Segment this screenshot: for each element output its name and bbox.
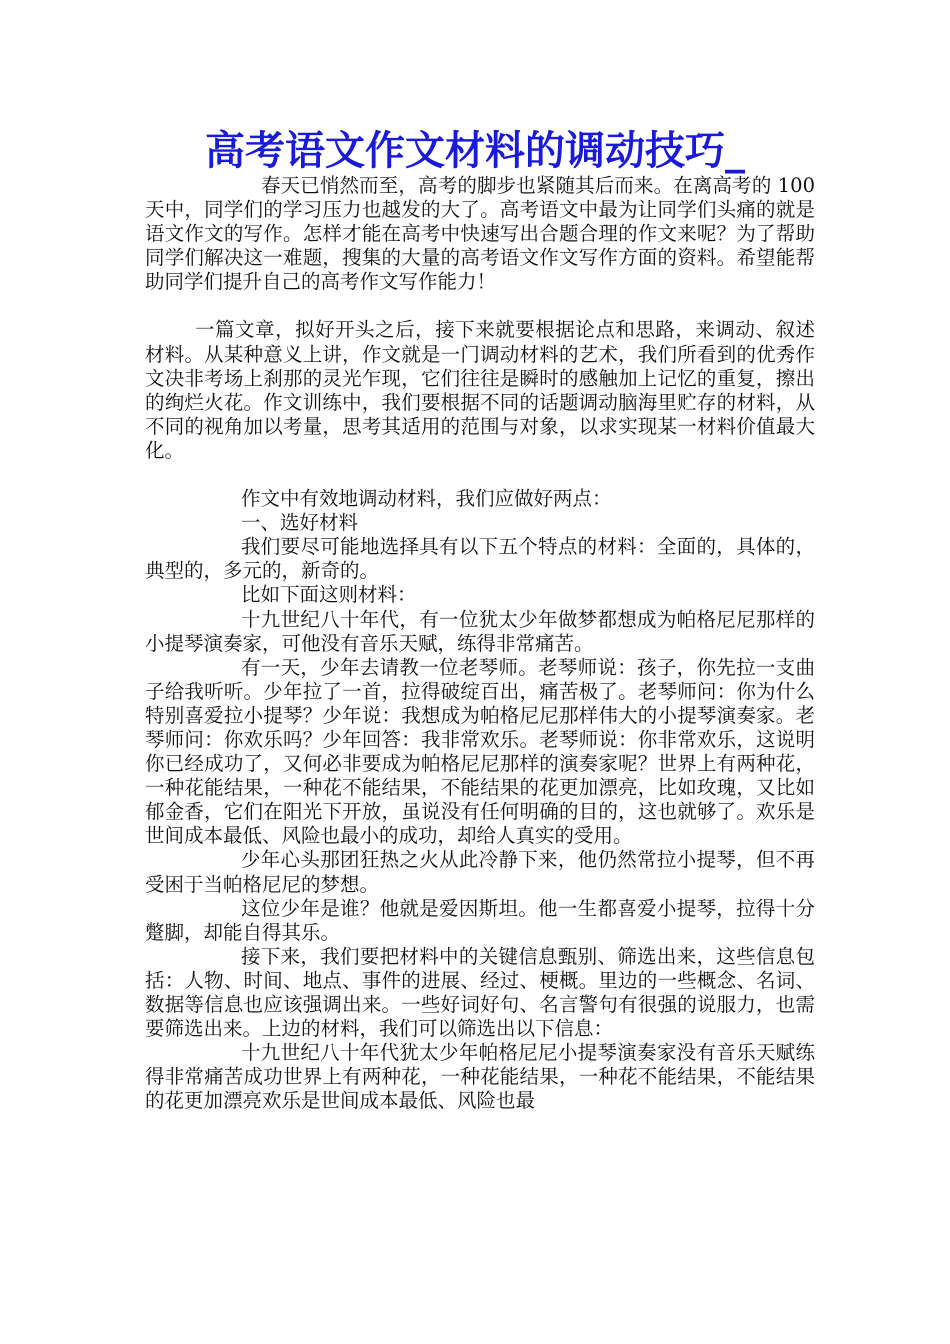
paragraph-story-1: 十九世纪八十年代，有一位犹太少年做梦都想成为帕格尼尼那样的小提琴演奏家，可他没有音乐天赋，练得非常痛苦。	[145, 607, 815, 655]
paragraph-story-3: 少年心头那团狂热之火从此冷静下来，他仍然常拉小提琴，但不再受困于当帕格尼尼的梦想。	[145, 848, 815, 896]
paragraph-filtered-info: 十九世纪八十年代犹太少年帕格尼尼小提琴演奏家没有音乐天赋练得非常痛苦成功世界上有两种花，一种花能结果，一种花不能结果，不能结果的花更加漂亮欢乐是世间成本最低、风险也最	[145, 1041, 815, 1113]
paragraph-story-2: 有一天，少年去请教一位老琴师。老琴师说：孩子，你先拉一支曲子给我听听。少年拉了一首，拉得破绽百出，痛苦极了。老琴师问：你为什么特别喜爱拉小提琴？少年说：我想成为帕格尼尼那样伟大的小提琴演奏家。老琴师问：你欢乐吗？少年回答：我非常欢乐。老琴师说：你非常欢乐，这说明你已经成功了，又何必非要成为帕格尼尼那样的演奏家呢？世界上有两种花，一种花能结果，一种花不能结果，不能结果的花更加漂亮，比如玫瑰，又比如郁金香，它们在阳光下开放，虽说没有任何明确的目的，这也就够了。欢乐是世间成本最低、风险也最小的成功，却给人真实的受用。	[145, 655, 815, 848]
paragraph-two-points: 作文中有效地调动材料，我们应做好两点：	[241, 487, 612, 511]
paragraph-story-4: 这位少年是谁？他就是爱因斯坦。他一生都喜爱小提琴，拉得十分蹩脚，却能自得其乐。	[145, 896, 815, 944]
paragraph-example-intro: 比如下面这则材料：	[241, 583, 417, 607]
paragraph-intro: 春天已悄然而至，高考的脚步也紧随其后而来。在离高考的 100 天中，同学们的学习压力也越发的大了。高考语文中最为让同学们头痛的就是语文作文的写作。怎样才能在高考中快速写出合题合理的作文来呢？为了帮助同学们解决这一难题，搜集的大量的高考语文作文写作方面的资料。希望能帮助同学们提升自己的高考作文写作能力！	[145, 174, 815, 294]
document-title: 高考语文作文材料的调动技巧_	[205, 127, 745, 174]
section-heading-choose-material: 一、选好材料	[241, 511, 359, 535]
paragraph-gap	[145, 294, 815, 318]
document-body	[145, 174, 815, 1113]
paragraph-five-features: 我们要尽可能地选择具有以下五个特点的材料：全面的，具体的，典型的，多元的，新奇的。	[145, 535, 815, 583]
paragraph-gap	[145, 463, 815, 487]
paragraph-overview: 一篇文章，拟好开头之后，接下来就要根据论点和思路，来调动、叙述材料。从某种意义上讲，作文就是一门调动材料的艺术，我们所看到的优秀作文决非考场上刹那的灵光乍现，它们往往是瞬时的感触加上记忆的重复，擦出的绚烂火花。作文训练中，我们要根据不同的话题调动脑海里贮存的材料，从不同的视角加以考量，思考其适用的范围与对象，以求实现某一材料价值最大化。	[145, 318, 815, 462]
paragraph-key-info: 接下来，我们要把材料中的关键信息甄别、筛选出来，这些信息包括：人物、时间、地点、事件的进展、经过、梗概。里边的一些概念、名词、数据等信息也应该强调出来。一些好词好句、名言警句有很强的说服力，也需要筛选出来。上边的材料，我们可以筛选出以下信息：	[145, 944, 815, 1041]
